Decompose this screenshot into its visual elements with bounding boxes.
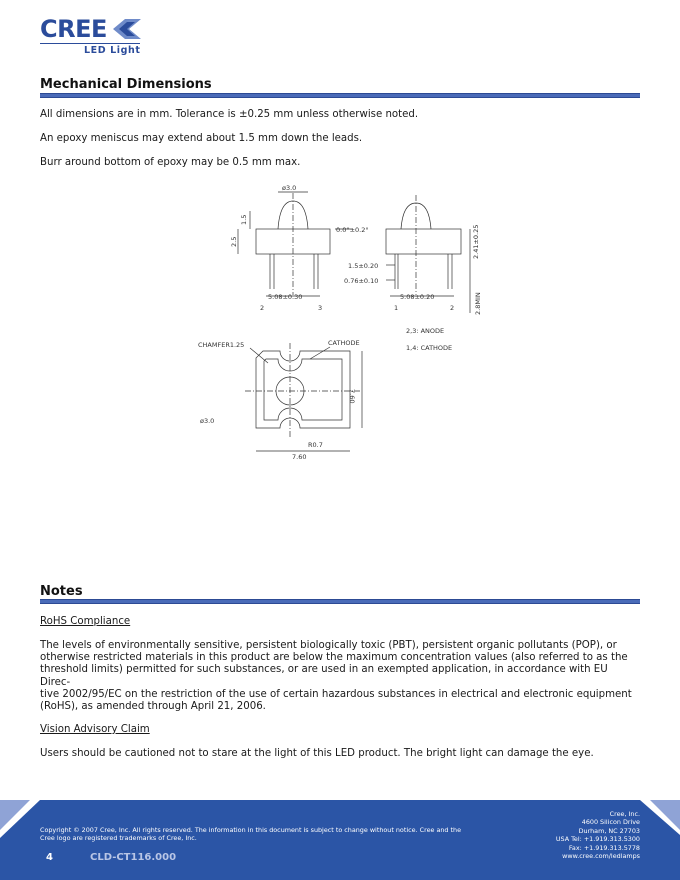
label-offset: 0.0°±0.2° xyxy=(336,226,369,234)
mechanical-line-2: An epoxy meniscus may extend about 1.5 mm down the leads. xyxy=(40,133,363,144)
mechanical-line-3: Burr around bottom of epoxy may be 0.5 mm max. xyxy=(40,157,301,168)
logo-wordmark: CREE xyxy=(40,15,107,43)
rohs-title: RoHS Compliance xyxy=(40,616,131,627)
label-h241: 2.41±0.25 xyxy=(472,224,480,259)
footer-copyright xyxy=(40,826,500,843)
page-number: 4 xyxy=(46,852,53,863)
label-dia-bottom: ø3.0 xyxy=(200,417,215,425)
section-rule xyxy=(40,599,640,604)
rohs-line-1: The levels of environmentally sensitive, persistent biologically toxic (PBT), persistent organic pollutants (POP), or xyxy=(40,640,617,651)
address-line-6[interactable]: www.cree.com/ledlamps xyxy=(562,852,640,861)
cree-logo xyxy=(40,16,150,58)
rohs-line-5: (RoHS), as amended through April 21, 2006. xyxy=(40,701,266,713)
label-pitch-right: 5.08±0.20 xyxy=(400,293,435,301)
rohs-paragraph xyxy=(40,640,640,713)
vision-title: Vision Advisory Claim xyxy=(40,724,150,735)
label-pin3: 3 xyxy=(318,304,323,312)
address-line-3: Durham, NC 27703 xyxy=(578,826,640,835)
label-dia-top: ø3.0 xyxy=(282,184,297,192)
logo-chevron-icon xyxy=(113,19,141,39)
address-line-1: Cree, Inc. xyxy=(609,810,640,818)
label-r07: R0.7 xyxy=(308,441,323,449)
label-w076: 0.76±0.10 xyxy=(344,277,379,285)
vision-paragraph: Users should be cautioned not to stare at the light of this LED product. The bright light can damage the eye. xyxy=(40,748,594,759)
rohs-line-4: tive 2002/95/EC on the restriction of the use of certain hazardous substances in electrical and electronic equipment xyxy=(40,688,632,700)
label-pin2: 2 xyxy=(260,304,265,312)
label-h28: 2.8MIN xyxy=(474,292,482,315)
label-h15: 1.5 xyxy=(240,214,248,225)
label-side: 7.60 xyxy=(348,389,356,404)
logo-underline xyxy=(40,43,140,44)
label-pitch-left: 5.08±0.30 xyxy=(268,293,303,301)
section-heading-notes: Notes xyxy=(40,584,83,599)
mechanical-drawing xyxy=(190,183,490,463)
section-heading-mechanical: Mechanical Dimensions xyxy=(40,77,212,92)
copyright-line-1: Copyright © 2007 Cree, Inc. All rights reserved. The information in this document is subject to change without notice. Cree and the xyxy=(40,826,462,834)
address-line-4: USA Tel: +1.919.313.5300 xyxy=(555,835,640,844)
mechanical-line-1: All dimensions are in mm. Tolerance is ±0.25 mm unless otherwise noted. xyxy=(40,109,419,120)
address-line-2: 4600 Silicon Drive xyxy=(581,818,640,827)
label-cathode-pins: 1,4: CATHODE xyxy=(406,344,453,352)
label-cathode: CATHODE xyxy=(328,339,360,347)
rohs-line-3: threshold limits) permitted for such substances, or are used in an exempted application, in accordance with EU Direc- xyxy=(40,664,608,688)
section-rule xyxy=(40,93,640,98)
logo-subtitle: LED Light xyxy=(84,45,141,56)
label-bottom: 7.60 xyxy=(292,453,307,461)
label-w15: 1.5±0.20 xyxy=(348,262,379,270)
label-h25: 2.5 xyxy=(230,236,238,247)
copyright-line-2: Cree logo are registered trademarks of Cree, Inc. xyxy=(40,834,197,843)
rohs-line-2: otherwise restricted materials in this product are below the maximum concentration values (also referred to as the xyxy=(40,652,628,664)
document-number: CLD-CT116.000 xyxy=(90,852,177,863)
label-chamfer: CHAMFER1.25 xyxy=(198,341,245,349)
label-pin1: 1 xyxy=(394,304,399,312)
label-pin2b: 2 xyxy=(450,304,455,312)
label-anode: 2,3: ANODE xyxy=(406,327,445,335)
address-line-5: Fax: +1.919.313.5778 xyxy=(568,843,640,852)
